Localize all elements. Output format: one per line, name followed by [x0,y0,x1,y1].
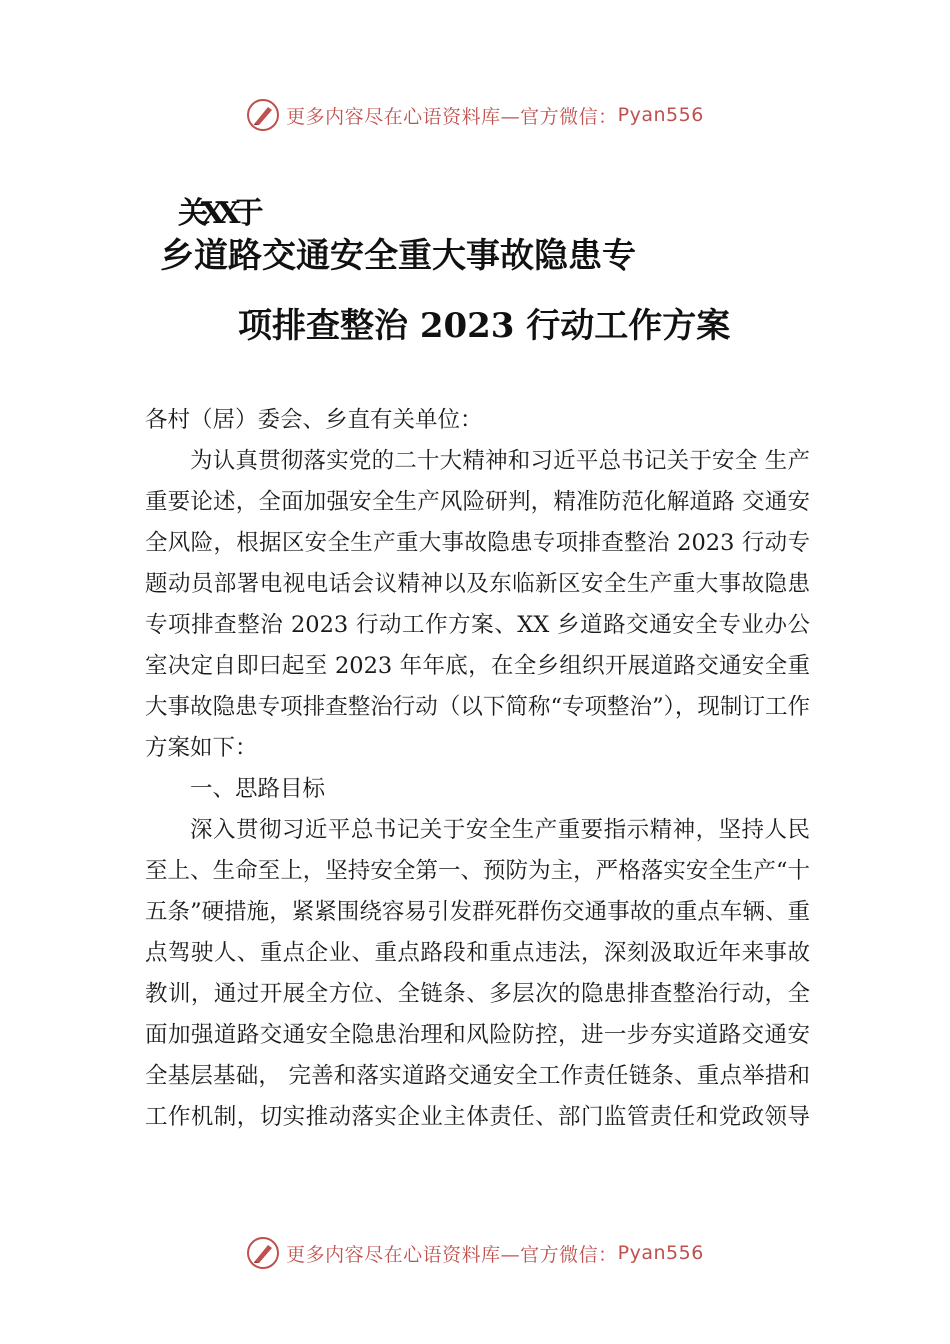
watermark-text: 更多内容尽在心语资料库—官方微信： [286,105,618,128]
watermark-header [0,95,950,135]
pen-logo-icon [246,98,280,132]
paragraph-goals: 深入贯彻习近平总书记关于安全生产重要指示精神，坚持人民至上、生命至上，坚持安全第一、预防为主，严格落实安全生产“十五条”硬措施，紧紧围绕容易引发群死群伤交通事故的重点车辆、重点驾驶人、重点企业、重点路段和重点违法，深刻汲取近年来事故教训，通过开展全方位、全链条、多层次的隐患排查整治行动，全面加强道路交通安全隐患治理和风险防控，进一步夯实道路交通安全基层基础， 完善和落实道路交通安全工作责任链条、重点举措和工作机制，切实推动落实企业主体责任、部门监管责任和党政领导 [145,817,810,1130]
title-prefix: 关XX于 [178,196,257,231]
document-title-line-1: 乡道路交通安全重大事故隐患专 [160,236,636,276]
watermark-wechat-id: Pyan556 [617,1242,704,1264]
pen-logo-icon [246,1236,280,1270]
section-heading: 一、思路目标 [190,776,326,802]
document-body [145,400,810,1138]
paragraph-intro: 为认真贯彻落实党的二十大精神和习近平总书记关于安全 生产重要论述，全面加强安全生产风险研判，精准防范化解道路 交通安全风险，根据区安全生产重大事故隐患专项排查整治 2023 行动专题动员部署电视电话会议精神以及东临新区安全生产重大事故隐患专项排查整治 2023 行动工作方案、XX 乡道路交通安全专业办公室决定自即曰起至 2023 年年底，在全乡组织开展道路交通安全重大事故隐患专项排查整治行动（以下简称“专项整治”），现制订工作方案如下： [145,448,810,761]
salutation: 各村（居）委会、乡直有关单位： [145,407,483,433]
watermark-wechat-id: Pyan556 [617,104,704,126]
document-title-line-2: 项排查整治 2023 行动工作方案 [238,306,731,346]
watermark-text: 更多内容尽在心语资料库—官方微信： [286,1243,618,1266]
watermark-footer [0,1233,950,1273]
